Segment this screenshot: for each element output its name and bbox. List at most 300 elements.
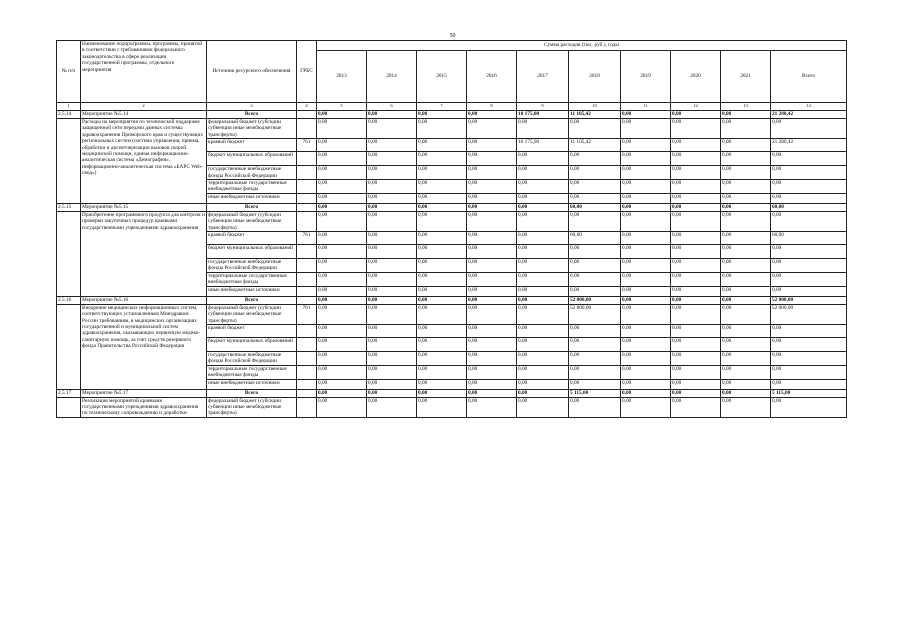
column-index: 11 [621,103,671,111]
value-cell: 0,00 [317,337,367,351]
value-cell: 0,00 [671,397,721,417]
grbs-code [297,193,317,203]
source-label: Всего [207,296,297,304]
column-index: 7 [417,103,467,111]
value-cell: 0,00 [317,245,367,259]
value-cell: 0,00 [569,119,621,139]
column-index: 4 [297,103,317,111]
value-cell: 0,00 [467,324,517,337]
header-col-name: Наименование подпрограммы, программы, принятой в соответствии с требованиями федерального законодательства в сфере реализации государственной программы, отдельного мероприятия [81,41,207,103]
table-row-total [57,296,847,304]
value-cell: 0,00 [417,337,467,351]
value-cell: 0,00 [317,152,367,166]
value-cell: 0,00 [569,397,621,417]
value-cell: 0,00 [721,272,771,286]
value-cell: 0,00 [721,119,771,139]
source-label: бюджет муниципальных образований [207,245,297,259]
value-cell: 0,00 [621,379,671,389]
value-cell: 0,00 [417,111,467,119]
value-cell: 0,00 [517,166,569,180]
value-cell: 0,00 [721,245,771,259]
value-cell: 0,00 [317,139,367,152]
value-cell: 0,00 [621,365,671,379]
value-cell: 0,00 [367,232,417,245]
source-label: краевой бюджет [207,232,297,245]
value-cell: 0,00 [467,211,517,231]
value-cell: 0,00 [621,232,671,245]
value-cell: 0,00 [671,193,721,203]
value-cell: 0,00 [367,259,417,273]
value-cell: 0,00 [367,379,417,389]
value-cell: 0,00 [771,351,847,365]
value-cell: 0,00 [517,286,569,296]
value-cell: 0,00 [517,203,569,211]
value-cell: 0,00 [517,180,569,194]
value-cell: 0,00 [621,211,671,231]
value-cell: 0,00 [671,119,721,139]
value-cell: 0,00 [317,203,367,211]
value-cell: 0,00 [671,180,721,194]
value-cell: 0,00 [721,180,771,194]
value-cell: 0,00 [367,166,417,180]
value-cell: 0,00 [417,259,467,273]
value-cell: 0,00 [467,259,517,273]
value-cell: 0,00 [771,180,847,194]
value-cell: 0,00 [569,379,621,389]
year-header: 2018 [569,51,621,103]
measure-description: Приобретение программного продукта для контроля и проверки закупочных процедур краевыми государственными учреждениями здравоохранения [81,211,207,296]
year-header: 2015 [417,51,467,103]
value-cell: 0,00 [569,211,621,231]
value-cell: 52 000,00 [569,296,621,304]
value-cell: 0,00 [317,166,367,180]
grbs-code [297,166,317,180]
value-cell: 0,00 [721,193,771,203]
value-cell: 0,00 [569,193,621,203]
value-cell: 0,00 [771,379,847,389]
value-cell: 0,00 [721,286,771,296]
value-cell: 0,00 [367,180,417,194]
value-cell: 0,00 [467,389,517,397]
value-cell: 0,00 [467,351,517,365]
value-cell: 0,00 [367,389,417,397]
value-cell: 60,00 [771,232,847,245]
column-index: 10 [569,103,621,111]
column-index: 9 [517,103,569,111]
grbs-code [297,152,317,166]
value-cell: 0,00 [621,139,671,152]
value-cell: 0,00 [317,119,367,139]
value-cell: 0,00 [367,351,417,365]
value-cell: 0,00 [317,286,367,296]
value-cell: 0,00 [367,245,417,259]
value-cell: 0,00 [467,365,517,379]
value-cell: 0,00 [467,296,517,304]
value-cell: 0,00 [621,286,671,296]
value-cell: 0,00 [417,324,467,337]
table-body [57,111,847,418]
value-cell: 0,00 [517,211,569,231]
value-cell: 0,00 [417,180,467,194]
value-cell: 0,00 [721,379,771,389]
year-header: 2016 [467,51,517,103]
grbs-code: 761 [297,304,317,324]
measure-description: Реализация мероприятий краевыми государственными учреждениями здравоохранения по техническому сопровождению и доработки [81,397,207,417]
value-cell: 21 280,42 [771,111,847,119]
value-cell: 0,00 [671,211,721,231]
value-cell: 10 175,00 [517,111,569,119]
value-cell: 0,00 [721,296,771,304]
value-cell: 0,00 [671,337,721,351]
value-cell: 0,00 [517,232,569,245]
value-cell: 0,00 [771,337,847,351]
value-cell: 0,00 [569,272,621,286]
value-cell: 0,00 [467,180,517,194]
source-label: иные внебюджетные источники [207,286,297,296]
value-cell: 0,00 [367,296,417,304]
value-cell: 0,00 [517,304,569,324]
value-cell: 0,00 [317,232,367,245]
value-cell: 0,00 [671,351,721,365]
source-label: Всего [207,203,297,211]
value-cell: 0,00 [771,211,847,231]
value-cell: 0,00 [671,139,721,152]
column-index: 14 [771,103,847,111]
value-cell: 0,00 [517,397,569,417]
value-cell: 0,00 [317,259,367,273]
value-cell: 0,00 [621,259,671,273]
source-label: краевой бюджет [207,324,297,337]
value-cell: 52 000,00 [771,296,847,304]
value-cell: 0,00 [671,304,721,324]
value-cell: 0,00 [621,119,671,139]
value-cell: 0,00 [671,272,721,286]
value-cell: 0,00 [417,166,467,180]
value-cell: 0,00 [517,272,569,286]
measure-title: Мероприятие №5.17 [81,389,207,397]
year-header: 2017 [517,51,569,103]
year-header: 2020 [671,51,721,103]
grbs-code [297,203,317,211]
value-cell: 0,00 [417,152,467,166]
header-col-grbs: ГРБС [297,41,317,103]
value-cell: 0,00 [721,139,771,152]
value-cell: 0,00 [367,152,417,166]
measure-number: 2.5.17 [57,389,81,397]
grbs-code [297,397,317,417]
grbs-code [297,379,317,389]
source-label: Всего [207,111,297,119]
source-label: иные внебюджетные источники [207,193,297,203]
value-cell: 0,00 [367,324,417,337]
value-cell: 0,00 [721,111,771,119]
value-cell: 0,00 [671,379,721,389]
spacer-cell [57,211,81,296]
value-cell: 0,00 [467,286,517,296]
value-cell: 0,00 [771,365,847,379]
value-cell: 0,00 [417,245,467,259]
value-cell: 0,00 [517,379,569,389]
column-index-row [57,103,847,111]
value-cell: 0,00 [721,304,771,324]
source-label: иные внебюджетные источники [207,379,297,389]
value-cell: 0,00 [771,152,847,166]
source-label: краевой бюджет [207,139,297,152]
table-row [57,119,847,139]
column-index: 13 [721,103,771,111]
value-cell: 60,00 [569,203,621,211]
value-cell: 0,00 [467,245,517,259]
page-number: 50 [449,33,456,39]
value-cell: 0,00 [671,111,721,119]
value-cell: 0,00 [721,365,771,379]
value-cell: 0,00 [721,203,771,211]
year-header: 2019 [621,51,671,103]
value-cell: 0,00 [621,324,671,337]
value-cell: 0,00 [671,232,721,245]
value-cell: 0,00 [467,337,517,351]
value-cell: 0,00 [671,166,721,180]
value-cell: 0,00 [721,211,771,231]
value-cell: 0,00 [569,259,621,273]
value-cell: 0,00 [517,245,569,259]
source-label: государственные внебюджетные фонды Российской Федерации [207,166,297,180]
spacer-cell [57,304,81,389]
value-cell: 0,00 [721,351,771,365]
value-cell: 0,00 [671,296,721,304]
year-header: 2021 [721,51,771,103]
value-cell: 0,00 [671,389,721,397]
value-cell: 0,00 [721,152,771,166]
measure-description: Внедрение медицинских информационных систем, соответствующих установленным Минздравом России требованиям, в медицинских организациях государственной и муниципальной систем здравоохранения, оказывающих первичную медико-санитарную помощь, за счет средств резервного фонда Правительства Российской Федерации [81,304,207,389]
value-cell: 0,00 [671,365,721,379]
value-cell: 0,00 [621,397,671,417]
value-cell: 0,00 [671,245,721,259]
value-cell: 10 175,00 [517,139,569,152]
value-cell: 0,00 [367,286,417,296]
value-cell: 52 000,00 [771,304,847,324]
value-cell: 0,00 [417,389,467,397]
value-cell: 0,00 [367,211,417,231]
value-cell: 0,00 [721,337,771,351]
value-cell: 0,00 [317,389,367,397]
value-cell: 0,00 [771,119,847,139]
value-cell: 0,00 [467,379,517,389]
value-cell: 0,00 [317,397,367,417]
value-cell: 0,00 [317,180,367,194]
source-label: государственные внебюджетные фонды Российской Федерации [207,351,297,365]
expenditure-table [56,40,847,418]
value-cell: 0,00 [367,119,417,139]
value-cell: 0,00 [771,272,847,286]
value-cell: 11 105,42 [569,111,621,119]
source-label: федеральный бюджет (субсидии субвенции иные межбюджетные трансферты) [207,304,297,324]
value-cell: 21 280,42 [771,139,847,152]
value-cell: 0,00 [569,286,621,296]
value-cell: 0,00 [517,389,569,397]
source-label: федеральный бюджет (субсидии субвенции иные межбюджетные трансферты) [207,211,297,231]
table-row [57,397,847,417]
value-cell: 0,00 [621,111,671,119]
value-cell: 0,00 [467,203,517,211]
value-cell: 0,00 [569,324,621,337]
value-cell: 0,00 [721,259,771,273]
value-cell: 0,00 [367,203,417,211]
value-cell: 0,00 [621,245,671,259]
grbs-code [297,119,317,139]
source-label: территориальные государственные внебюджетные фонды [207,272,297,286]
value-cell: 0,00 [417,397,467,417]
value-cell: 0,00 [317,111,367,119]
grbs-code: 761 [297,232,317,245]
value-cell: 0,00 [621,272,671,286]
value-cell: 0,00 [417,119,467,139]
header-col-sum: Сумма расходов (тыс. руб.), годы [317,41,847,51]
value-cell: 0,00 [467,111,517,119]
value-cell: 0,00 [417,193,467,203]
value-cell: 0,00 [417,203,467,211]
value-cell: 0,00 [417,351,467,365]
measure-title: Мероприятие №5.16 [81,296,207,304]
value-cell: 0,00 [317,365,367,379]
column-index: 6 [367,103,417,111]
value-cell: 0,00 [417,139,467,152]
value-cell: 0,00 [621,304,671,324]
column-index: 1 [57,103,81,111]
value-cell: 0,00 [671,259,721,273]
value-cell: 0,00 [721,389,771,397]
value-cell: 0,00 [771,193,847,203]
value-cell: 0,00 [517,296,569,304]
grbs-code [297,351,317,365]
value-cell: 0,00 [467,397,517,417]
year-header: 2013 [317,51,367,103]
value-cell: 0,00 [467,272,517,286]
source-label: территориальные государственные внебюджетные фонды [207,180,297,194]
source-label: бюджет муниципальных образований [207,337,297,351]
value-cell: 0,00 [317,351,367,365]
value-cell: 0,00 [517,324,569,337]
measure-number: 2.5.14 [57,111,81,119]
value-cell: 0,00 [417,296,467,304]
value-cell: 0,00 [621,389,671,397]
spacer-cell [57,397,81,417]
source-label: территориальные государственные внебюджетные фонды [207,365,297,379]
value-cell: 0,00 [517,259,569,273]
value-cell: 0,00 [621,152,671,166]
grbs-code [297,211,317,231]
source-label: государственные внебюджетные фонды Российской Федерации [207,259,297,273]
value-cell: 0,00 [317,304,367,324]
value-cell: 0,00 [517,152,569,166]
grbs-code [297,245,317,259]
value-cell: 0,00 [721,397,771,417]
column-index: 12 [671,103,721,111]
value-cell: 0,00 [317,379,367,389]
value-cell: 0,00 [671,203,721,211]
value-cell: 0,00 [771,245,847,259]
measure-description: Расходы на мероприятия по технической поддержке защищенной сети передачи данных системы здравоохранения Приморского края и существующих региональных систем (система управления, приема, обработки и диспетчеризации вызовов скорой медицинской помощи, единая информационно-аналитическая система «Демография», информационно-аналитическая система «БАРС Web-свод») [81,119,207,204]
value-cell: 0,00 [621,193,671,203]
value-cell: 0,00 [771,397,847,417]
value-cell: 0,00 [417,272,467,286]
grbs-code [297,296,317,304]
table-row-total [57,111,847,119]
source-label: федеральный бюджет (субсидии субвенции иные межбюджетные трансферты) [207,397,297,417]
grbs-code [297,272,317,286]
value-cell: 0,00 [467,166,517,180]
value-cell: 0,00 [367,139,417,152]
grbs-code [297,180,317,194]
value-cell: 0,00 [367,304,417,324]
value-cell: 0,00 [569,351,621,365]
value-cell: 0,00 [721,166,771,180]
value-cell: 0,00 [621,180,671,194]
table-row-total [57,389,847,397]
table-row [57,304,847,324]
value-cell: 0,00 [671,152,721,166]
value-cell: 0,00 [417,211,467,231]
value-cell: 5 115,00 [771,389,847,397]
value-cell: 0,00 [621,203,671,211]
column-index: 3 [207,103,297,111]
grbs-code [297,365,317,379]
column-index: 5 [317,103,367,111]
value-cell: 0,00 [517,365,569,379]
measure-number: 2.5.16 [57,296,81,304]
value-cell: 0,00 [317,324,367,337]
value-cell: 0,00 [467,152,517,166]
grbs-code [297,259,317,273]
spacer-cell [57,119,81,204]
value-cell: 0,00 [569,166,621,180]
value-cell: 0,00 [517,193,569,203]
source-label: Всего [207,389,297,397]
value-cell: 0,00 [367,193,417,203]
value-cell: 52 000,00 [569,304,621,324]
value-cell: 0,00 [367,397,417,417]
value-cell: 0,00 [771,259,847,273]
year-header: Всего [771,51,847,103]
grbs-code [297,337,317,351]
value-cell: 0,00 [621,166,671,180]
grbs-code [297,111,317,119]
value-cell: 0,00 [417,379,467,389]
year-header: 2014 [367,51,417,103]
value-cell: 0,00 [621,337,671,351]
grbs-code [297,324,317,337]
value-cell: 0,00 [367,365,417,379]
value-cell: 0,00 [417,232,467,245]
value-cell: 0,00 [317,193,367,203]
value-cell: 0,00 [569,152,621,166]
value-cell: 0,00 [621,296,671,304]
value-cell: 0,00 [317,296,367,304]
value-cell: 0,00 [771,166,847,180]
grbs-code [297,286,317,296]
value-cell: 0,00 [317,211,367,231]
value-cell: 0,00 [671,286,721,296]
value-cell: 0,00 [417,304,467,324]
column-index: 2 [81,103,207,111]
value-cell: 0,00 [417,286,467,296]
grbs-code: 761 [297,139,317,152]
value-cell: 0,00 [569,245,621,259]
value-cell: 0,00 [467,119,517,139]
value-cell: 0,00 [417,365,467,379]
header-col-source: Источник ресурсного обеспечения [207,41,297,103]
value-cell: 0,00 [621,351,671,365]
